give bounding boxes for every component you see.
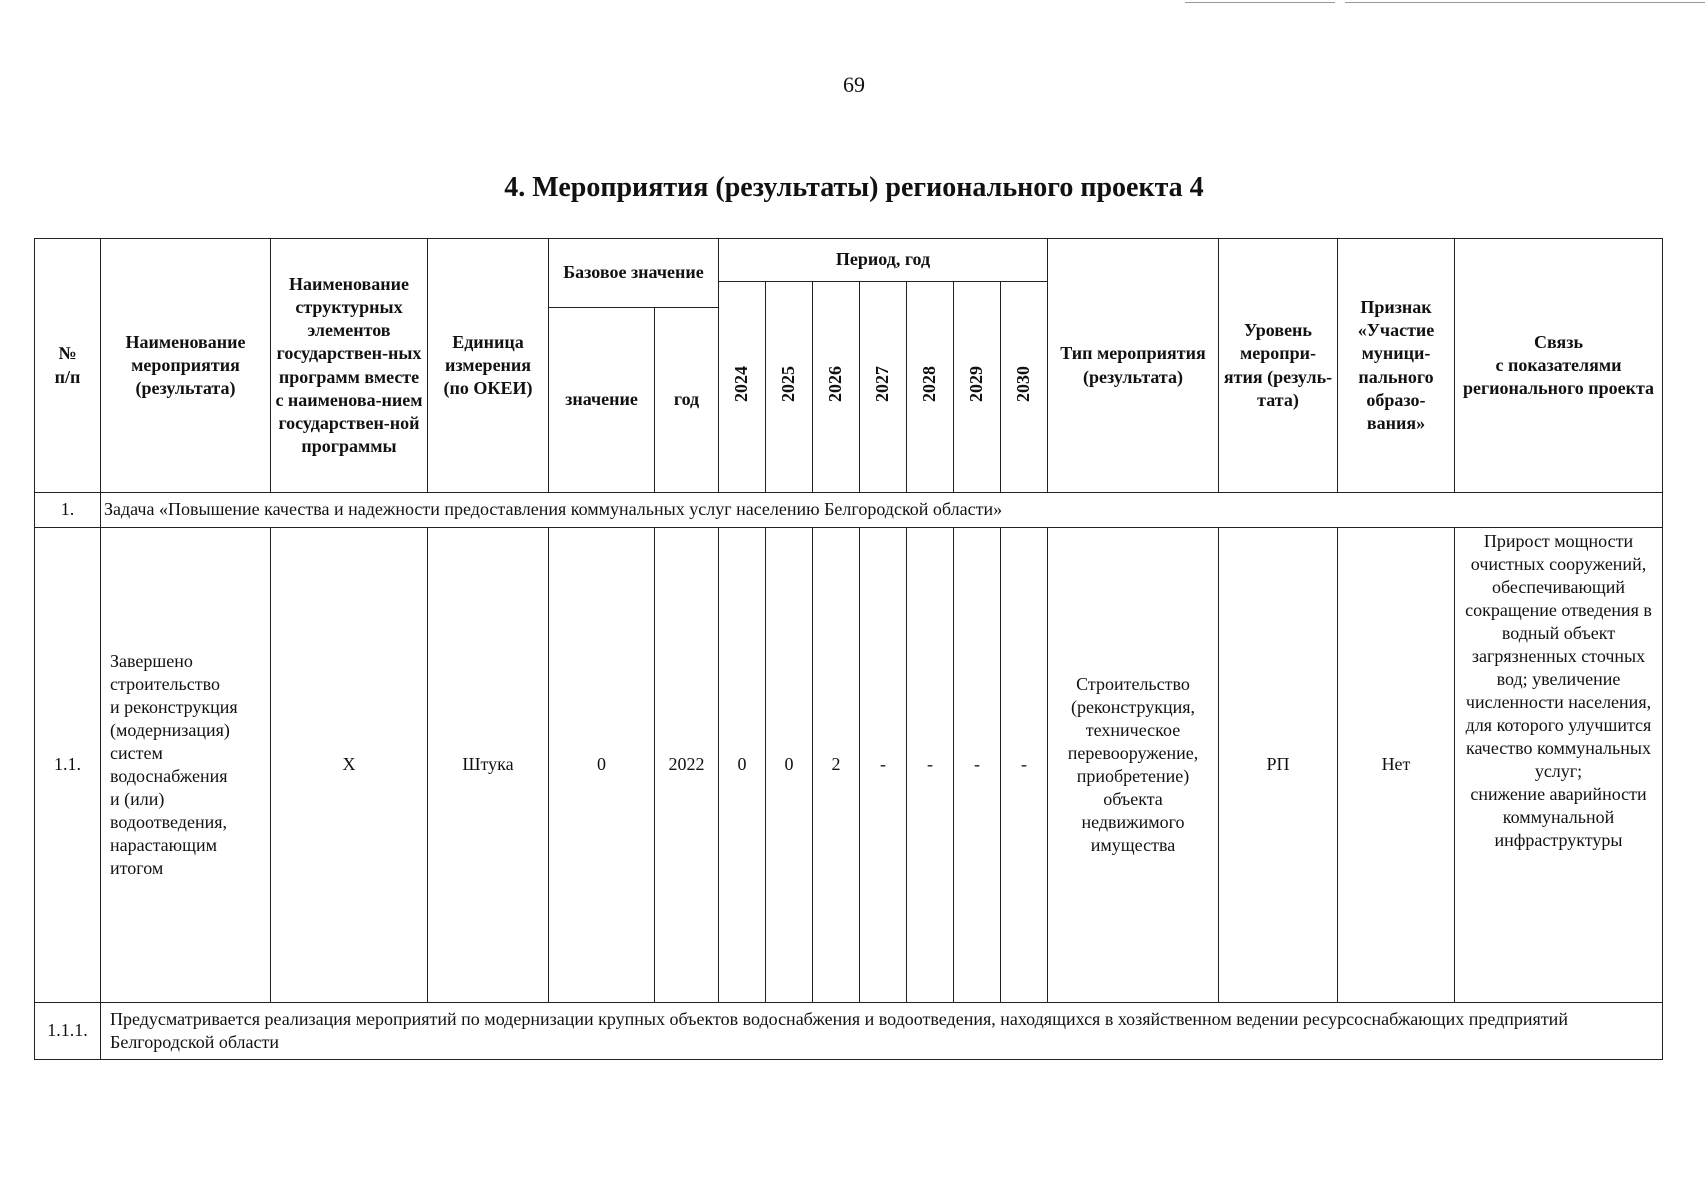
task-text: Задача «Повышение качества и надежности предоставления коммунальных услуг населению Белгородской области» [101, 493, 1663, 528]
header-type: Тип мероприятия (результата) [1048, 239, 1219, 493]
header-year-2030: 2030 [1001, 282, 1048, 493]
top-rule [1185, 2, 1335, 3]
header-year-2027: 2027 [860, 282, 907, 493]
header-period: Период, год [719, 239, 1048, 282]
result-year-2029: - [954, 528, 1001, 1003]
result-type: Строительство (реконструкция, техническое перевооружение, приобретение) объекта недвижимого имущества [1048, 528, 1219, 1003]
header-year-2029: 2029 [954, 282, 1001, 493]
description-num: 1.1.1. [35, 1003, 101, 1060]
header-base-year: год [655, 308, 719, 493]
header-municipal: Признак «Участие муници-пального образо-вания» [1338, 239, 1455, 493]
result-year-2028: - [907, 528, 954, 1003]
result-year-2024: 0 [719, 528, 766, 1003]
header-base: Базовое значение [549, 239, 719, 308]
header-level: Уровень меропри-ятия (резуль-тата) [1219, 239, 1338, 493]
result-structural: X [271, 528, 428, 1003]
description-text: Предусматривается реализация мероприятий по модернизации крупных объектов водоснабжения и водоотведения, находящихся в хозяйственном ведении ресурсоснабжающих предприятий Белгородской области [101, 1003, 1663, 1060]
header-year-2024: 2024 [719, 282, 766, 493]
result-level: РП [1219, 528, 1338, 1003]
header-num: № п/п [35, 239, 101, 493]
result-year-2025: 0 [766, 528, 813, 1003]
header-base-value: значение [549, 308, 655, 493]
result-municipal: Нет [1338, 528, 1455, 1003]
header-link: Связь с показателями регионального проекта [1455, 239, 1663, 493]
result-unit: Штука [428, 528, 549, 1003]
description-row [35, 1003, 1663, 1060]
result-link: Прирост мощности очистных сооружений, обеспечивающий сокращение отведения в водный объект загрязненных сточных вод; увеличение численности населения, для которого улучшится качество коммунальных услуг; снижение аварийности коммунальной инфраструктуры [1455, 528, 1663, 1003]
header-row [35, 239, 1663, 282]
result-num: 1.1. [35, 528, 101, 1003]
task-row [35, 493, 1663, 528]
result-base-value: 0 [549, 528, 655, 1003]
result-year-2030: - [1001, 528, 1048, 1003]
table-row [35, 528, 1663, 1003]
page-title: 4. Мероприятия (результаты) регионального проекта 4 [504, 172, 1204, 203]
header-unit: Единица измерения (по ОКЕИ) [428, 239, 549, 493]
events-table [34, 238, 1663, 1060]
top-rule [1345, 2, 1705, 3]
result-base-year: 2022 [655, 528, 719, 1003]
result-year-2026: 2 [813, 528, 860, 1003]
header-year-2025: 2025 [766, 282, 813, 493]
task-num: 1. [35, 493, 101, 528]
header-year-2028: 2028 [907, 282, 954, 493]
header-structural: Наименование структурных элементов государствен-ных программ вместе с наименова-нием государствен-ной программы [271, 239, 428, 493]
result-name: Завершено строительство и реконструкция (модернизация) систем водоснабжения и (или) водоотведения, нарастающим итогом [101, 528, 271, 1003]
header-name: Наименование мероприятия (результата) [101, 239, 271, 493]
result-year-2027: - [860, 528, 907, 1003]
page-number: 69 [843, 72, 865, 97]
header-year-2026: 2026 [813, 282, 860, 493]
